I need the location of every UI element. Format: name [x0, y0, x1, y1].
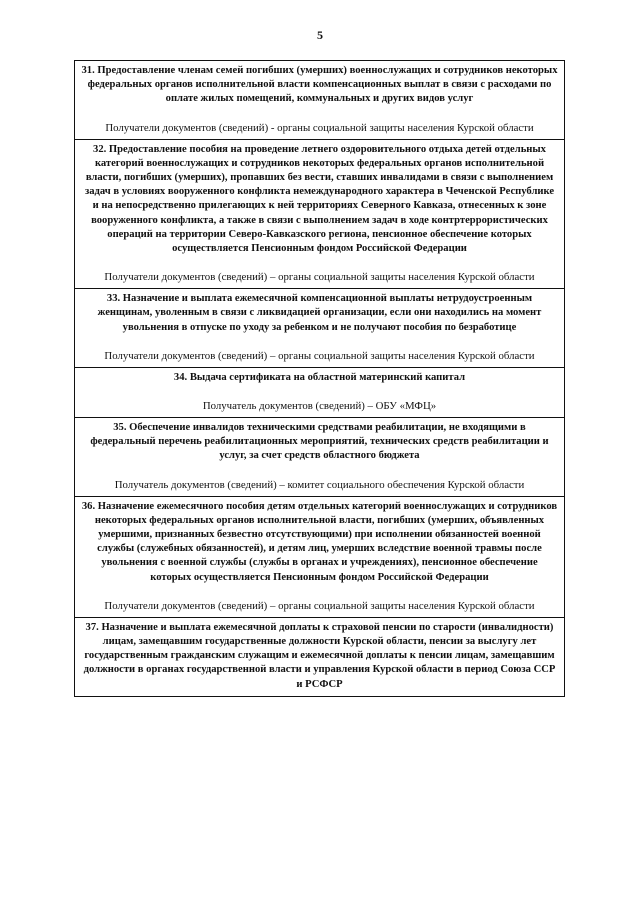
- page-number: 5: [317, 28, 323, 42]
- services-table: [74, 60, 565, 697]
- table-row: [75, 496, 564, 617]
- service-title: 33. Назначение и выплата ежемесячной компенсационной выплаты нетрудоустроенным женщинам, уволенным в связи с ликвидацией организации, если они находились на момент увольнения в отпуске по уходу за ребенком и не получают пособия по безработице: [97, 293, 542, 333]
- service-title: 36. Назначение ежемесячного пособия детям отдельных категорий военнослужащих и сотрудников некоторых федеральных органов исполнительной власти, погибших (умерших, объявленных умершими, признанных безвестно отсутствующими) при исполнении обязанностей военной службы (служебных обязанностей), и детям лиц, умерших вследствие военной травмы после увольнения с военной службы (службы в органах и учреждениях), пенсионное обеспечение которых осуществляется Пенсионным фондом Российской Федерации: [81, 500, 558, 583]
- table-row: [75, 61, 564, 139]
- table-row: [75, 367, 564, 417]
- service-recipient: Получатели документов (сведений) – органы социальной защиты населения Курской области: [104, 349, 535, 362]
- table-row: [75, 617, 564, 696]
- service-recipient: Получатели документов (сведений) - органы социальной защиты населения Курской области: [105, 121, 534, 134]
- service-title: 35. Обеспечение инвалидов техническими средствами реабилитации, не входящими в федеральный перечень реабилитационных мероприятий, технических средств реабилитации и услуг, за счет средств областного бюджета: [90, 422, 549, 462]
- service-title: 34. Выдача сертификата на областной материнский капитал: [173, 371, 466, 383]
- table-row: [75, 288, 564, 367]
- service-recipient: Получатель документов (сведений) – ОБУ «МФЦ»: [202, 400, 437, 413]
- table-row: [75, 139, 564, 289]
- service-recipient: Получатели документов (сведений) – органы социальной защиты населения Курской области: [104, 599, 535, 612]
- service-recipient: Получатель документов (сведений) – комитет социального обеспечения Курской области: [114, 478, 525, 491]
- table-row: [75, 417, 564, 496]
- service-recipient: Получатели документов (сведений) – органы социальной защиты населения Курской области: [104, 271, 535, 284]
- service-title: 32. Предоставление пособия на проведение летнего оздоровительного отдыха детей отдельных категорий военнослужащих и сотрудников некоторых федеральных органов исполнительной власти, погибших (умерших), пропавших без вести, ставших инвалидами в связи с выполнением задач в условиях вооруженного конфликта немеждународного характера в Чеченской Республике и на непосредственно прилегающих к ней территориях Северного Кавказа, отнесенных к зоне вооруженного конфликта, а также в связи с выполнением задач в ходе контртеррористических операций на территории Северо-Кавказского региона, пенсионное обеспечение которых осуществляется Пенсионным фондом Российской Федерации: [84, 143, 555, 255]
- service-title: 31. Предоставление членам семей погибших (умерших) военнослужащих и сотрудников некоторых федеральных органов исполнительной власти компенсационных выплат в связи с расходами по оплате жилых помещений, коммунальных и других видов услуг: [81, 65, 558, 105]
- service-title: 37. Назначение и выплата ежемесячной доплаты к страховой пенсии по старости (инвалидности) лицам, замещавшим государственные должности Курской области, пенсии за выслугу лет государственным гражданским служащим и ежемесячной доплаты к пенсии лицам, замещавшим должности в органах государственной власти и управления Курской области в период Союза ССР и РСФСР: [83, 621, 556, 690]
